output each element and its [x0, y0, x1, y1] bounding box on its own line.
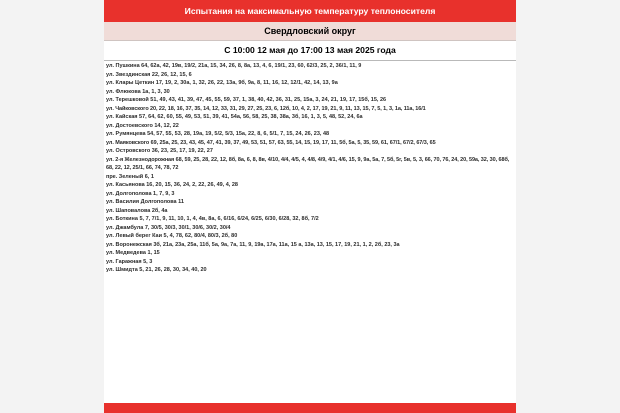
street-row: пре. Зеленый 6, 1 [106, 173, 154, 180]
street-row: ул. Румянцева 54, 57, 55, 53, 28, 19а, 19, 5/2, 5/3, 15а, 22, 8, 6, 5/1, 7, 15, 24, 26, 23, 48 [106, 131, 330, 137]
district-heading: Свердловский округ [104, 22, 516, 41]
street-row: ул. Медведева 1, 15 [106, 250, 160, 256]
street-row: ул. Клары Цеткин 17, 19, 2, 30а, 1, 32, 26, 22, 13а, 9б, 9а, 8, 11, 16, 12, 12/1, 42, 14, 13, 9а [106, 80, 338, 86]
street-row: ул. Кайская 57, 64, 62, 60, 55, 49, 53, 51, 39, 41, 54а, 56, 58, 25, 38, 38а, 3б, 16, 1, 3, 5, 48, 52, 24, 6а [106, 114, 363, 120]
street-row: ул. Шаповалова 2б, 4а [106, 207, 168, 214]
street-row: ул. Флюкова 1а, 1, 3, 30 [106, 88, 170, 95]
street-row: ул. Василия Долгополова 11 [106, 199, 184, 205]
notice-sheet [104, 0, 516, 413]
street-row: ул. Звездинская 22, 26, 12, 15, 6 [106, 71, 192, 78]
street-row: ул. Островского 36, 23, 25, 17, 19, 22, 27 [106, 148, 213, 154]
test-period: С 10:00 12 мая до 17:00 13 мая 2025 года [224, 45, 396, 55]
street-list [106, 62, 512, 275]
divider [104, 60, 516, 61]
street-row: ул. Боткина 5, 7, 7/1, 9, 11, 10, 1, 4, 4в, 8а, 6, 6/16, 6/24, 6/25, 6/30, 6/28, 32, 8б, 7/2 [106, 216, 319, 222]
street-row: ул. Джамбула 7, 30/5, 30/3, 30/1, 30/6, 30/2, 30/4 [106, 224, 231, 231]
street-row: ул. Маяковского 69, 25а, 25, 23, 43, 45, 47, 41, 39, 37, 49, 53, 51, 57, 63, 55, 14, 15, 19, 17, 11, 5б, 5а, 5, 35, 59, 61, 67/1, 67/2, 67/3, 65 [106, 139, 436, 146]
street-row: ул. Пушкина 64, 62а, 42, 19в, 19/2, 21а, 15, 34, 26, 8, 8а, 13, 4, 6, 19/1, 23, 60, 62/3, 25, 2, 36/1, 11, 9 [106, 63, 362, 69]
notice-title: Испытания на максимальную температуру теплоносителя [104, 0, 516, 22]
street-row: ул. Долгополова 1, 7, 9, 3 [106, 190, 175, 197]
bottom-accent-bar [104, 403, 516, 413]
street-row: ул. Чайковского 20, 22, 18, 16, 37, 35, 14, 12, 33, 31, 29, 27, 25, 23, 6, 12б, 10, 4, 2, 17, 19, 21, 9, 11, 13, 15, 7, 5, 1, 3, 1а, 11а, 16/1 [106, 105, 426, 112]
street-row: ул. Гаражная 5, 3 [106, 258, 153, 265]
street-row: ул. Достоевского 14, 12, 22 [106, 122, 179, 129]
street-row: ул. Касьянова 16, 20, 15, 36, 24, 2, 22, 26, 49, 4, 28 [106, 182, 238, 188]
street-row: ул. Терешковой 51, 49, 43, 41, 39, 47, 45, 55, 59, 37, 1, 38, 40, 42, 36, 31, 25, 15а, 3, 24, 21, 19, 17, 15б, 15, 26 [106, 97, 387, 103]
street-row: ул. Воронежская 3б, 21а, 23а, 25а, 11б, 5а, 9а, 7а, 11, 9, 19а, 17а, 11а, 15 а, 13а, 13, 15, 17, 19, 21, 1, 2, 2б, 23, 3а [106, 241, 400, 248]
street-row: ул. Шмидта 5, 21, 26, 28, 30, 34, 40, 20 [106, 267, 207, 273]
street-row: ул. Левый берег Каи 5, 4, 78, 62, 80/4, 80/3, 2б, 80 [106, 233, 238, 239]
street-row: ул. 2-я Железнодорожная 68, 59, 25, 28, 22, 12, 8б, 8а, 6, 8, 8в, 4/10, 4/4, 4/5, 4, 4/8, 4/9, 4/1, 4/6, 15, 9, 9а, 5а, 7, 5б, 5г, 5в, 5, 3, 66, 70, 76, 24, 20, 59а, 32, 30, 68б, 68, 22, 12, 25/1, 66, 74, 78, 72 [106, 156, 510, 171]
